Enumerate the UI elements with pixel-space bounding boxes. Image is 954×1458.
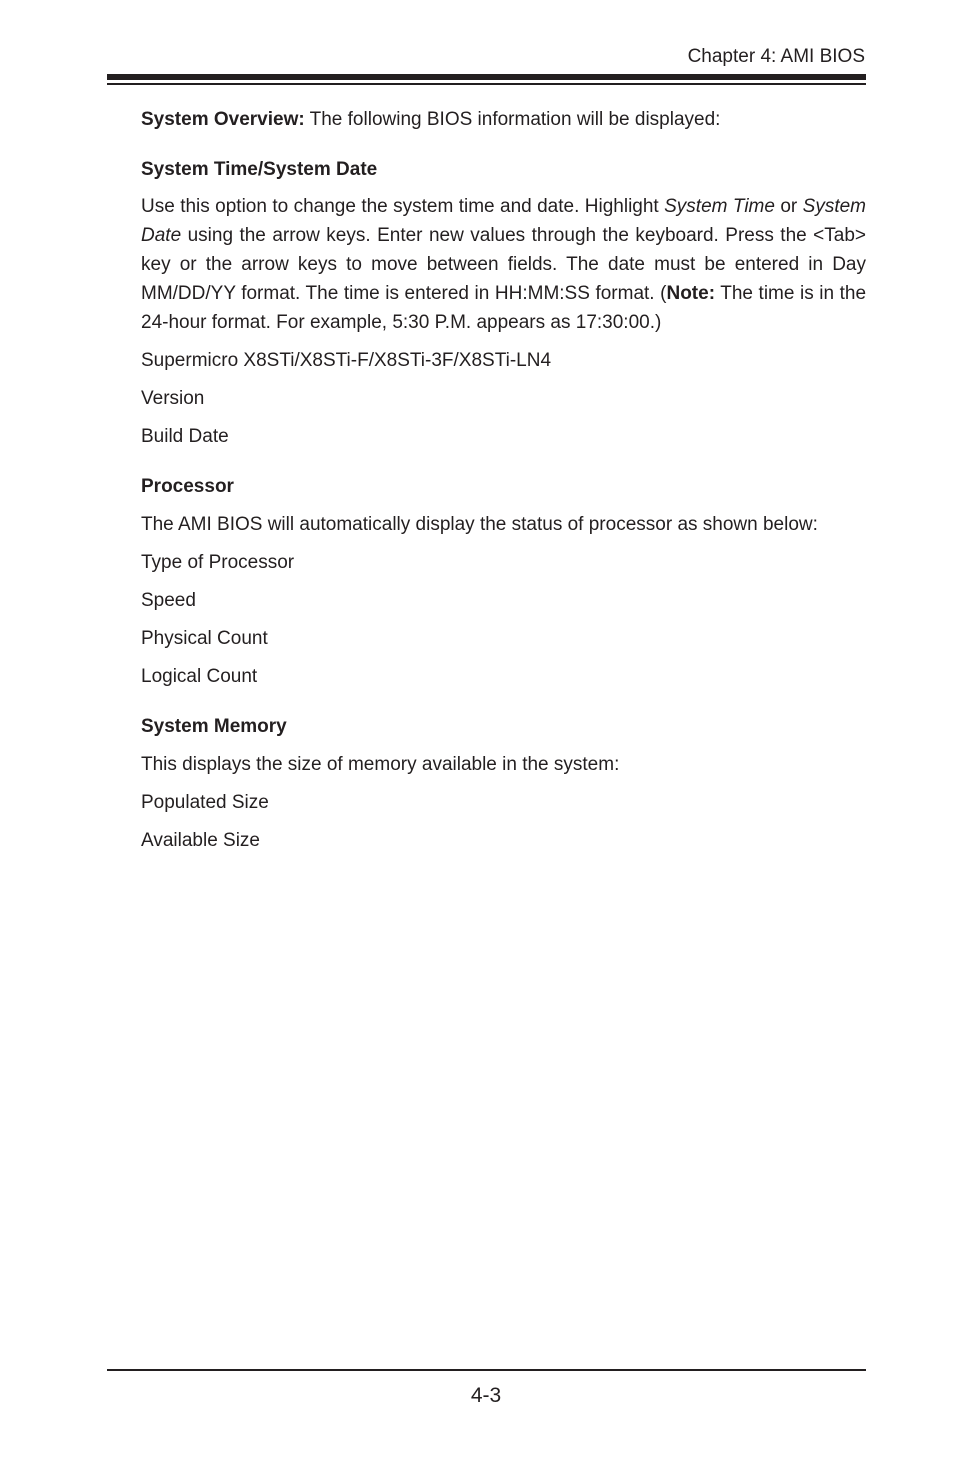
heading-system-time-date: System Time/System Date [141, 159, 378, 180]
heading-system-memory: System Memory [141, 716, 287, 737]
processor-item-speed: Speed [141, 590, 196, 611]
processor-intro: The AMI BIOS will automatically display the status of processor as shown below: [141, 514, 818, 535]
memory-intro: This displays the size of memory available in the system: [141, 754, 620, 775]
board-build-date: Build Date [141, 426, 229, 447]
system-date-term: System Date [141, 196, 866, 246]
board-model: Supermicro X8STi/X8STi-F/X8STi-3F/X8STi-LN4 [141, 350, 552, 371]
memory-item-available-size: Available Size [141, 830, 261, 851]
board-version: Version [141, 388, 205, 409]
processor-item-type: Type of Processor [141, 552, 295, 573]
system-overview-text: The following BIOS information will be displayed: [304, 109, 721, 130]
heading-processor: Processor [141, 476, 234, 497]
time-date-paragraph [141, 188, 866, 341]
memory-item-populated-size: Populated Size [141, 792, 269, 813]
header-rule-thick [107, 74, 866, 80]
header-rule-thin [107, 83, 866, 85]
time-date-text-1: Use this option to change the system time and date. Highlight [141, 196, 665, 217]
page-number: 4-3 [470, 1384, 502, 1407]
system-overview [141, 100, 866, 138]
page-content [141, 100, 866, 859]
system-overview-label: System Overview: [141, 109, 305, 130]
processor-item-logical-count: Logical Count [141, 666, 258, 687]
system-time-term: System Time [664, 196, 775, 217]
time-date-text-2: or [774, 196, 803, 217]
chapter-header: Chapter 4: AMI BIOS [687, 46, 865, 67]
time-date-text-4: The time is in the 24-hour format. For example, 5:30 P.M. appears as 17:30:00.) [141, 283, 867, 333]
time-date-text-3: using the arrow keys. Enter new values through the keyboard. Press the <Tab> key or the arrow keys to move between fields. The date must be entered in Day MM/DD/YY format. The time is entered in HH:MM:SS format. ( [141, 225, 866, 304]
note-label: Note: [666, 283, 716, 304]
processor-item-physical-count: Physical Count [141, 628, 268, 649]
footer-rule [107, 1369, 866, 1371]
